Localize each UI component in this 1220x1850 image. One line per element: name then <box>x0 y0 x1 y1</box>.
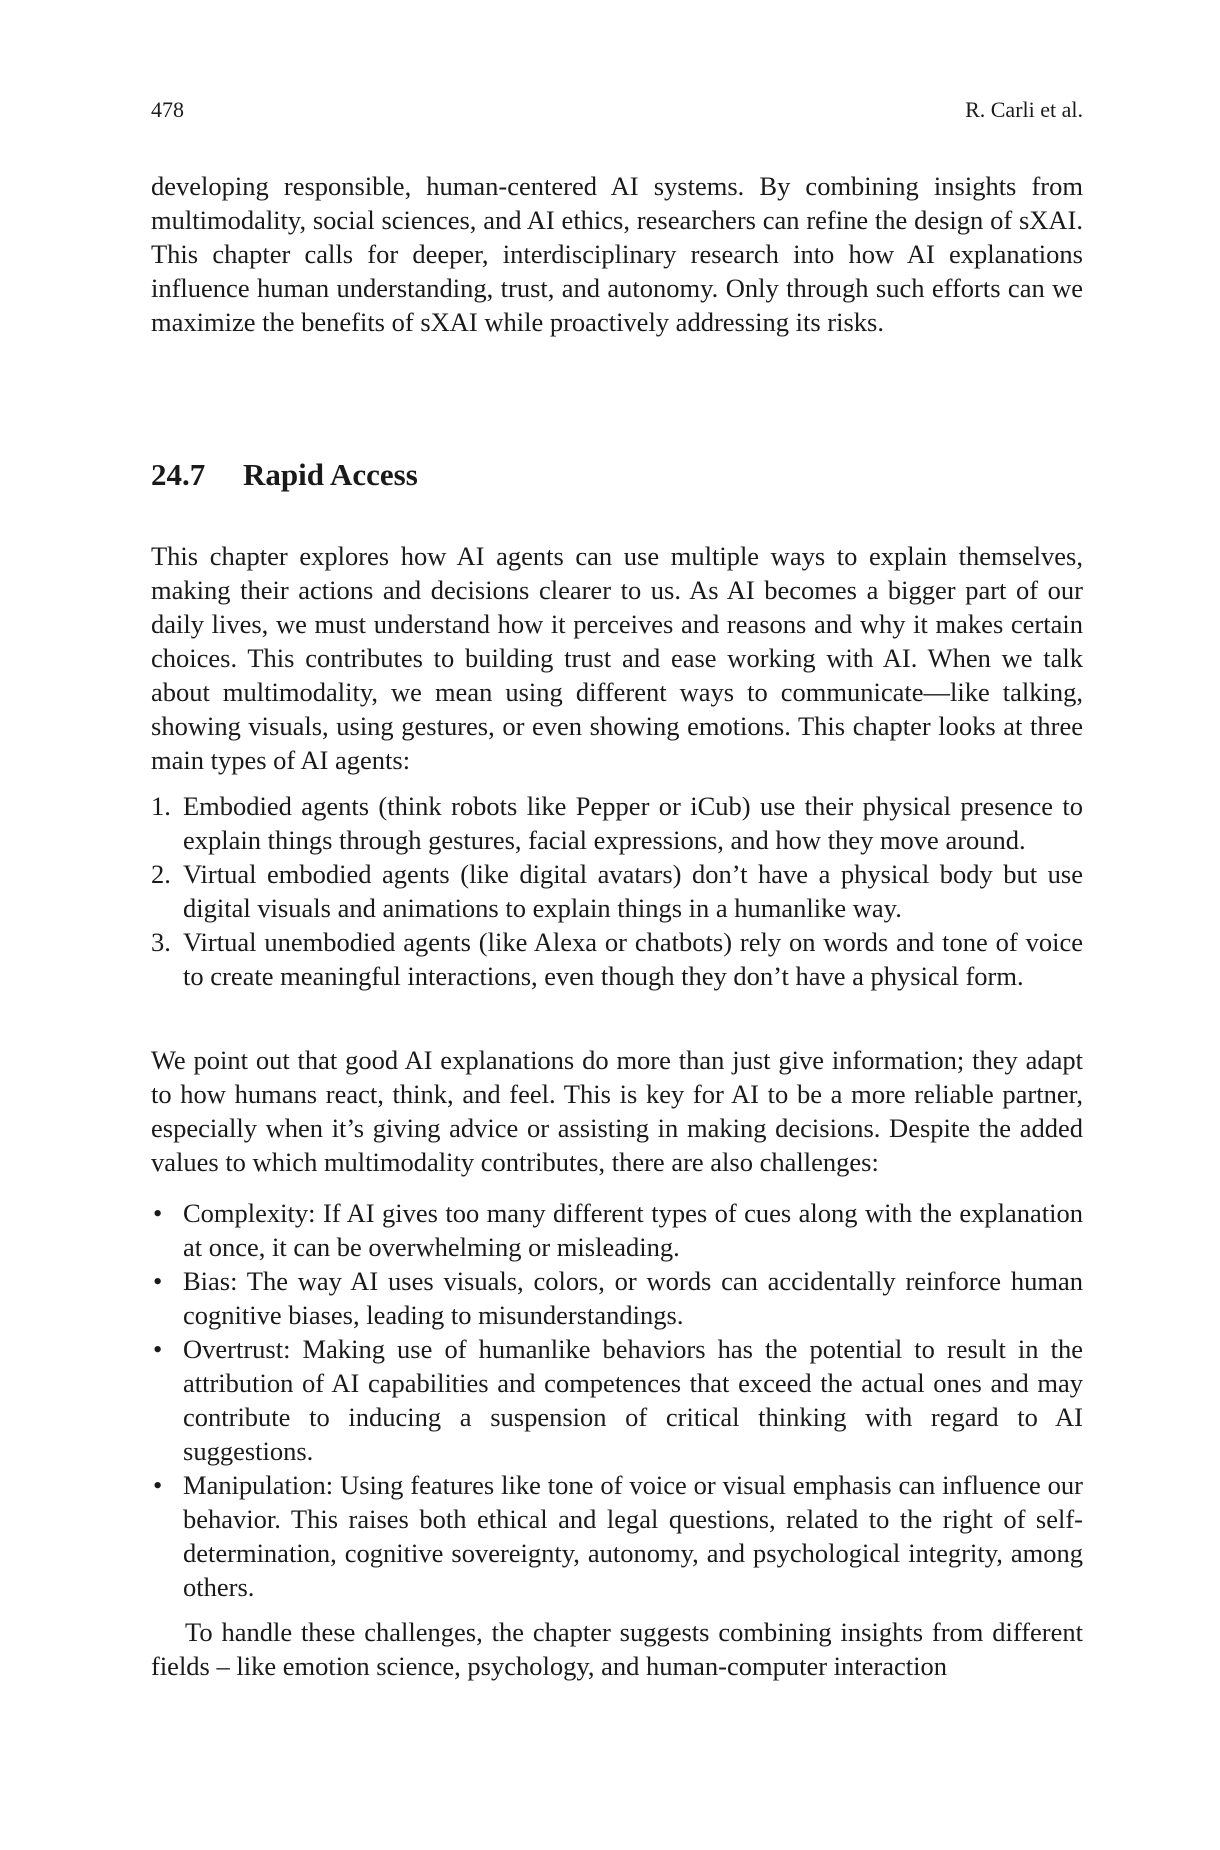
list-item <box>151 789 1083 857</box>
section-heading <box>151 456 418 494</box>
list-item-text: Complexity: If AI gives too many different types of cues along with the explanation at once, it can be overwhelming or misleading. <box>183 1198 1083 1262</box>
list-item <box>151 1264 1083 1332</box>
list-item <box>151 857 1083 925</box>
list-item-text: Overtrust: Making use of humanlike behaviors has the potential to result in the attribution of AI capabilities and competences that exceed the actual ones and may contribute to inducing a suspension of critical thinking with regard to AI suggestions. <box>183 1334 1083 1466</box>
intro-paragraph: developing responsible, human-centered AI systems. By combining insights from multimodality, social sciences, and AI ethics, researchers can refine the design of sXAI. This chapter calls for deeper, interdisciplinary research into how AI explanations influence human understanding, trust, and autonomy. Only through such efforts can we maximize the benefits of sXAI while proactively addressing its risks. <box>151 171 1083 337</box>
list-item <box>151 1196 1083 1264</box>
bullet-marker: • <box>153 1198 163 1228</box>
bullet-marker: • <box>153 1266 163 1296</box>
author-running-title: R. Carli et al. <box>965 97 1083 122</box>
section-number: 24.7 <box>151 457 206 492</box>
list-marker: 1. <box>151 791 171 821</box>
list-item-text: Manipulation: Using features like tone of voice or visual emphasis can influence our behavior. This raises both ethical and legal questions, related to the right of self-determination, cognitive sovereignty, autonomy, and psychological integrity, among others. <box>183 1470 1083 1602</box>
list-item <box>151 1468 1083 1604</box>
bullet-marker: • <box>153 1470 163 1500</box>
explanations-paragraph: We point out that good AI explanations do more than just give information; they adapt to how humans react, think, and feel. This is key for AI to be a more reliable partner, especially when it’s giving advice or assisting in making decisions. Despite the added values to which multimodality contributes, there are also challenges: <box>151 1045 1083 1177</box>
section-title: Rapid Access <box>243 457 418 492</box>
running-header <box>151 96 1083 124</box>
list-item <box>151 1332 1083 1468</box>
bullet-marker: • <box>153 1334 163 1364</box>
list-item <box>151 925 1083 993</box>
list-item-text: Bias: The way AI uses visuals, colors, or words can accidentally reinforce human cognitive biases, leading to misunderstandings. <box>183 1266 1083 1330</box>
chapter-overview-paragraph: This chapter explores how AI agents can use multiple ways to explain themselves, making their actions and decisions clearer to us. As AI becomes a bigger part of our daily lives, we must understand how it perceives and reasons and why it makes certain choices. This contributes to building trust and ease working with AI. When we talk about multimodality, we mean using different ways to communicate—like talking, showing visuals, using gestures, or even showing emotions. This chapter looks at three main types of AI agents: <box>151 541 1083 775</box>
page-number: 478 <box>151 97 184 122</box>
list-item-text: Embodied agents (think robots like Pepper or iCub) use their physical presence to explain things through gestures, facial expressions, and how they move around. <box>183 791 1083 855</box>
list-item-text: Virtual unembodied agents (like Alexa or chatbots) rely on words and tone of voice to create meaningful interactions, even though they don’t have a physical form. <box>183 927 1083 991</box>
list-marker: 2. <box>151 859 171 889</box>
list-item-text: Virtual embodied agents (like digital avatars) don’t have a physical body but use digital visuals and animations to explain things in a humanlike way. <box>183 859 1083 923</box>
agent-types-list <box>151 789 1083 993</box>
list-marker: 3. <box>151 927 171 957</box>
challenges-list <box>151 1196 1083 1604</box>
closing-paragraph: To handle these challenges, the chapter suggests combining insights from different fields – like emotion science, psychology, and human-computer interaction <box>151 1617 1083 1681</box>
